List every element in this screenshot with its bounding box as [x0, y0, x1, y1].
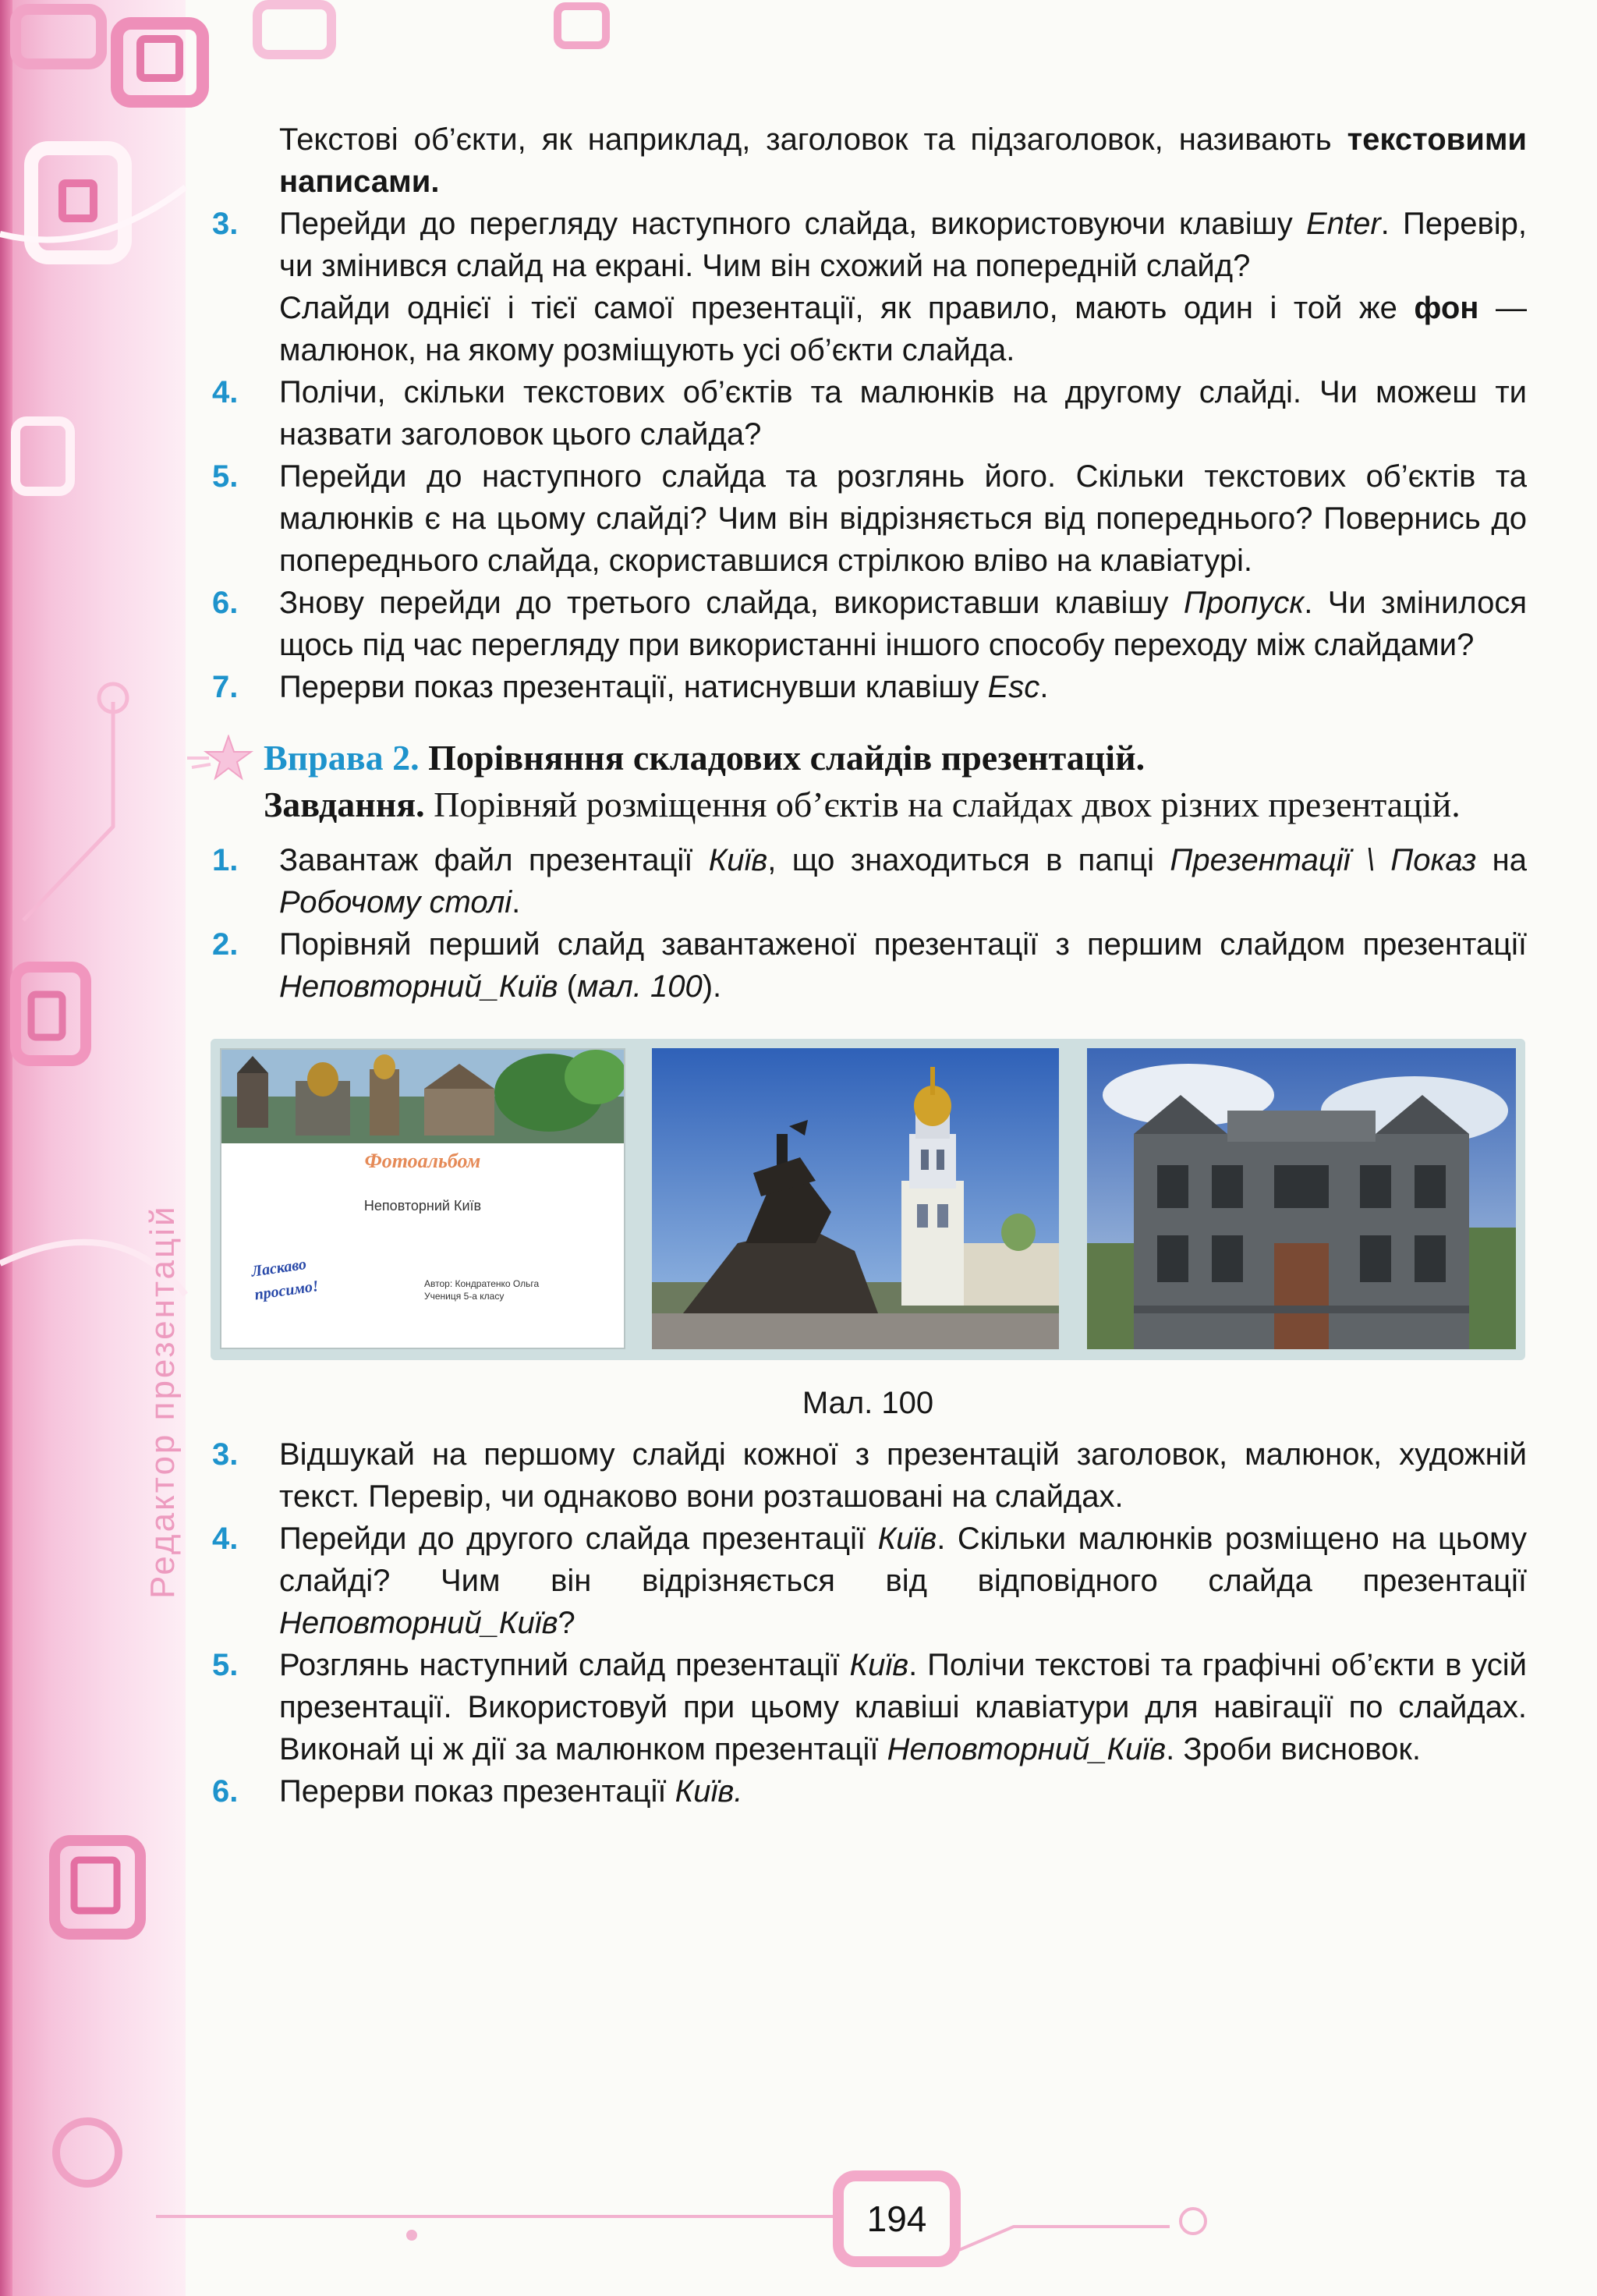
item-text — [279, 1433, 1527, 1518]
list-item — [209, 923, 1527, 1008]
text-run: текстовими написами. — [279, 122, 1527, 199]
steps-list-top — [209, 119, 1527, 708]
item-number: 3. — [212, 1437, 239, 1472]
item-number: 6. — [212, 1774, 239, 1809]
item-number: 4. — [212, 375, 239, 409]
list-item — [209, 1518, 1527, 1644]
item-text — [279, 666, 1527, 708]
text-run: Презентації \ Показ — [1170, 843, 1477, 877]
text-run: Перейди до перегляду наступного слайда, використовуючи клавішу — [279, 207, 1307, 241]
section-side-label: Редактор презентацій — [143, 1204, 182, 1599]
item-number: 5. — [212, 1648, 239, 1682]
item-text — [279, 371, 1527, 455]
text-run: . Перевір, чи змінився слайд на екрані. Чим він схожий на попередній слайд? — [279, 207, 1528, 283]
slide-author-line1: Автор: Кондратенко Ольга — [424, 1278, 540, 1289]
slide-author — [424, 1277, 539, 1302]
list-item — [209, 455, 1527, 582]
text-run: Київ. — [675, 1774, 743, 1809]
item-text — [279, 1644, 1527, 1770]
text-run: Робочому столі — [279, 885, 512, 919]
list-item — [209, 666, 1527, 708]
text-run: фон — [1414, 291, 1479, 325]
item-text — [279, 839, 1527, 923]
list-item — [209, 582, 1527, 666]
slide-thumbnail — [220, 1048, 625, 1349]
page-content — [209, 119, 1527, 1812]
text-run: — малюнок, на якому розміщують усі об’єкти слайда. — [279, 291, 1527, 367]
item-number: 5. — [212, 459, 239, 494]
text-run: . Полічи текстові та графічні об’єкти в усій презентації. Використовуй при цьому клавіші клавіатури для навігації по слайдах. Виконай ці ж дії за малюнком презентації — [279, 1648, 1527, 1766]
exercise-task — [209, 781, 1527, 828]
text-run: , що знаходиться в папці — [767, 843, 1170, 877]
text-run: Текстові об’єкти, як наприклад, заголовок та підзаголовок, називають — [279, 122, 1347, 157]
text-run: Полічи, скільки текстових об’єктів та малюнків на другому слайді. Чи можеш ти назвати заголовок цього слайда? — [279, 375, 1527, 452]
text-run: Перейди до другого слайда презентації — [279, 1522, 878, 1556]
list-item — [209, 1433, 1527, 1518]
list-item — [209, 371, 1527, 455]
text-run: Розглянь наступний слайд презентації — [279, 1648, 850, 1682]
text-run: Відшукай на першому слайді кожної з презентацій заголовок, малюнок, художній текст. Перевір, чи однаково вони розташовані на слайдах. — [279, 1437, 1527, 1514]
item-number: 4. — [212, 1522, 239, 1556]
star-icon — [186, 735, 256, 781]
item-number: 2. — [212, 927, 239, 962]
list-item — [209, 1644, 1527, 1770]
item-number: 1. — [212, 843, 239, 877]
text-run: ( — [558, 969, 577, 1004]
text-run: . — [1039, 670, 1049, 704]
figure-caption: Мал. 100 — [802, 1386, 934, 1420]
paragraph — [209, 119, 1527, 203]
text-run: Неповторний_Київ — [279, 1606, 558, 1640]
item-text — [279, 1770, 1527, 1812]
exercise-label: Вправа 2. — [264, 738, 420, 778]
text-run: . — [512, 885, 521, 919]
text-run: Знову перейди до третього слайда, використавши клавішу — [279, 586, 1184, 620]
slide-title: Фотоальбом — [364, 1150, 481, 1172]
steps-list-mid — [209, 839, 1527, 1008]
text-run: Пропуск — [1183, 586, 1305, 620]
task-text: Порівняй розміщення об’єктів на слайдах двох різних презентацій. — [434, 785, 1461, 824]
paragraph — [209, 287, 1527, 371]
text-run: Київ — [877, 1522, 937, 1556]
task-label: Завдання. — [264, 785, 425, 824]
text-run: . Зроби висновок. — [1166, 1732, 1421, 1766]
text-run: Неповторний_Київ — [887, 1732, 1167, 1766]
item-number: 3. — [212, 207, 239, 241]
item-text — [279, 582, 1527, 666]
text-run: Перерви показ презентації — [279, 1774, 675, 1809]
text-run: на — [1476, 843, 1528, 877]
slide-header-image — [221, 1050, 625, 1143]
slide-welcome: Ласкаво просимо! — [250, 1256, 320, 1304]
slide-author-line2: Учениця 5-а класу — [424, 1291, 505, 1302]
item-text — [279, 1518, 1527, 1644]
exercise-heading — [209, 735, 1527, 781]
text-run: Перерви показ презентації, натиснувши клавішу — [279, 670, 988, 704]
photo-building — [1087, 1048, 1516, 1349]
text-run: Київ — [708, 843, 768, 877]
text-run: Esc — [987, 670, 1040, 704]
text-run: Перейди до наступного слайда та розглянь його. Скільки текстових об’єктів та малюнків є на цьому слайді? Чим він відрізняється від попереднього? Повернись до попереднього слайда, скориставшися стрілкою вліво на клавіатурі. — [279, 459, 1527, 578]
text-run: Enter — [1306, 207, 1381, 241]
text-run: ? — [558, 1606, 575, 1640]
steps-list-bottom — [209, 1433, 1527, 1812]
slide-subtitle: Неповторний Київ — [363, 1198, 482, 1214]
page-number: 194 — [866, 2199, 927, 2239]
list-item — [209, 839, 1527, 923]
text-run: мал. 100 — [576, 969, 703, 1004]
exercise-title: Порівняння складових слайдів презентацій. — [428, 738, 1146, 778]
list-item — [209, 1770, 1527, 1812]
text-run: Порівняй перший слайд завантаженої презентації з першим слайдом презентації — [279, 927, 1527, 962]
text-run: Слайди однієї і тієї самої презентації, як правило, мають один і той же — [279, 291, 1415, 325]
text-run: Завантаж файл презентації — [279, 843, 709, 877]
text-run: . Скільки малюнків розміщено на цьому слайді? Чим він відрізняється від відповідного слайда презентації — [279, 1522, 1527, 1598]
item-text — [279, 923, 1527, 1008]
photo-monument — [652, 1048, 1059, 1349]
text-run: Неповторний_Київ — [279, 969, 558, 1004]
item-number: 7. — [212, 670, 239, 704]
item-text — [279, 455, 1527, 582]
figure-100 — [211, 1039, 1525, 1360]
text-run: Київ — [849, 1648, 909, 1682]
text-run: ). — [702, 969, 722, 1004]
item-number: 6. — [212, 586, 239, 620]
item-text — [279, 203, 1527, 287]
text-run: . Чи змінилося щось під час перегляду при використанні іншого способу переходу між слайдами? — [279, 586, 1527, 662]
list-item — [209, 203, 1527, 287]
